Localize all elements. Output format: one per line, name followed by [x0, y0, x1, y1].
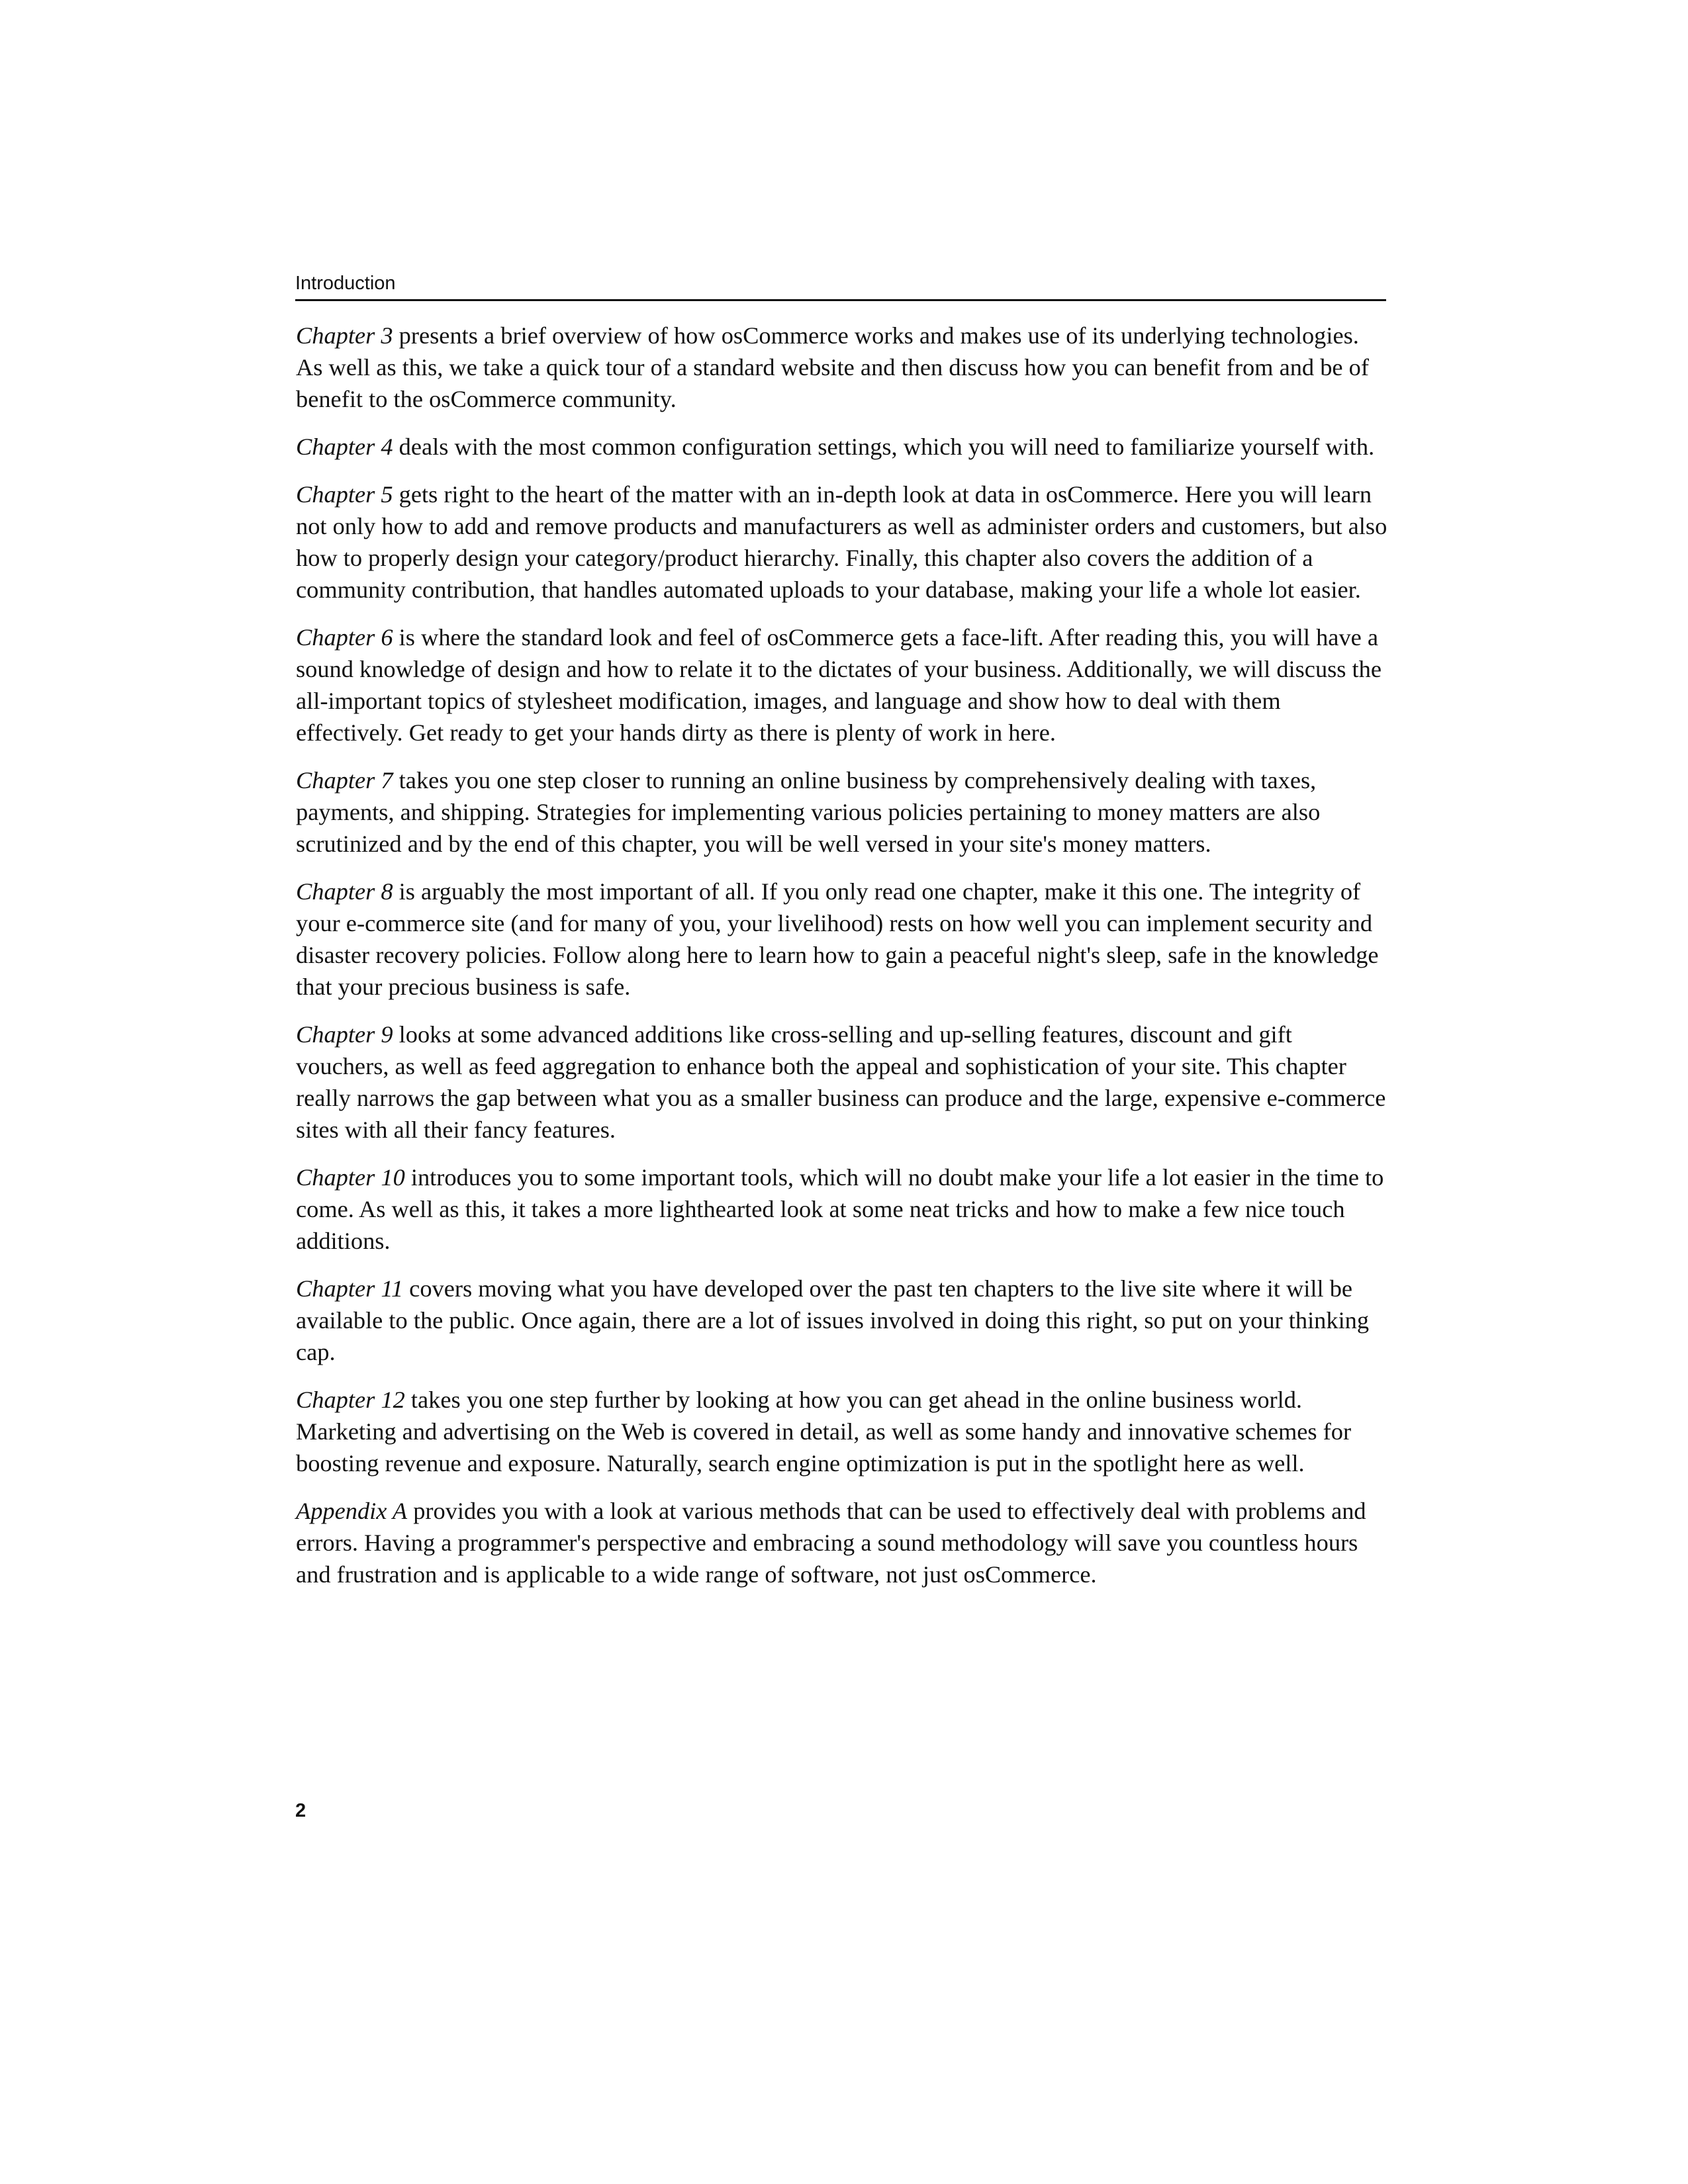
chapter-reference: Chapter 5 [296, 481, 393, 508]
chapter-reference: Chapter 4 [296, 433, 393, 460]
paragraph-chapter-5 [296, 478, 1388, 606]
paragraph-chapter-10 [296, 1161, 1388, 1257]
chapter-reference: Chapter 9 [296, 1021, 393, 1048]
paragraph-chapter-4 [296, 431, 1388, 463]
paragraph-text: takes you one step closer to running an online business by comprehensively dealing with taxes, payments, and shipping. Strategies for implementing various policies pertaining to money matters are also scrutinized and by the end of this chapter, you will be well versed in your site's money matters. [296, 767, 1321, 857]
paragraph-text: gets right to the heart of the matter with an in-depth look at data in osCommerce. Here you will learn not only how to add and remove products and manufacturers as well as administer orders and customers, but also how to properly design your category/product hierarchy. Finally, this chapter also covers the addition of a community contribution, that handles automated uploads to your database, making your life a whole lot easier. [296, 481, 1387, 603]
body-text [296, 320, 1388, 1606]
paragraph-text: takes you one step further by looking at how you can get ahead in the online business world. Marketing and advertising on the Web is covered in detail, as well as some handy and innovative schemes for boosting revenue and exposure. Naturally, search engine optimization is put in the spotlight here as well. [296, 1387, 1352, 1477]
paragraph-text: presents a brief overview of how osCommerce works and makes use of its underlying technologies. As well as this, we take a quick tour of a standard website and then discuss how you can benefit from and be of benefit to the osCommerce community. [296, 322, 1369, 412]
paragraph-text: covers moving what you have developed over the past ten chapters to the live site where it will be available to the public. Once again, there are a lot of issues involved in doing this right, so put on your thinking cap. [296, 1275, 1370, 1365]
paragraph-chapter-6 [296, 621, 1388, 749]
paragraph-text: is where the standard look and feel of osCommerce gets a face-lift. After reading this, you will have a sound knowledge of design and how to relate it to the dictates of your business. Additionally, we will discuss the all-important topics of stylesheet modification, images, and language and show how to deal with them effectively. Get ready to get your hands dirty as there is plenty of work in here. [296, 624, 1382, 746]
chapter-reference: Chapter 3 [296, 322, 393, 349]
chapter-reference: Chapter 11 [296, 1275, 404, 1302]
paragraph-appendix-a [296, 1495, 1388, 1590]
page-number: 2 [295, 1800, 306, 1821]
chapter-reference: Chapter 6 [296, 624, 393, 651]
chapter-reference: Chapter 10 [296, 1164, 405, 1191]
running-header [295, 270, 1386, 301]
paragraph-chapter-12 [296, 1384, 1388, 1479]
running-header-title: Introduction [295, 273, 396, 294]
paragraph-text: introduces you to some important tools, which will no doubt make your life a lot easier in the time to come. As well as this, it takes a more lighthearted look at some neat tricks and how to make a few nice touch additions. [296, 1164, 1384, 1254]
paragraph-chapter-11 [296, 1273, 1388, 1368]
paragraph-text: provides you with a look at various methods that can be used to effectively deal with problems and errors. Having a programmer's perspective and embracing a sound methodology will save you countless hours and frustration and is applicable to a wide range of software, not just osCommerce. [296, 1498, 1366, 1588]
chapter-reference: Chapter 8 [296, 878, 393, 905]
chapter-reference: Chapter 12 [296, 1387, 405, 1413]
paragraph-text: is arguably the most important of all. If you only read one chapter, make it this one. The integrity of your e-commerce site (and for many of you, your livelihood) rests on how well you can implement security and disaster recovery policies. Follow along here to learn how to gain a peaceful night's sleep, safe in the knowledge that your precious business is safe. [296, 878, 1379, 1000]
paragraph-text: looks at some advanced additions like cross-selling and up-selling features, discount and gift vouchers, as well as feed aggregation to enhance both the appeal and sophistication of your site. This chapter really narrows the gap between what you as a smaller business can produce and the large, expensive e-commerce sites with all their fancy features. [296, 1021, 1386, 1143]
paragraph-chapter-9 [296, 1019, 1388, 1146]
paragraph-chapter-7 [296, 764, 1388, 860]
chapter-reference: Chapter 7 [296, 767, 393, 794]
chapter-reference: Appendix A [296, 1498, 408, 1524]
paragraph-chapter-3 [296, 320, 1388, 415]
paragraph-text: deals with the most common configuration settings, which you will need to familiarize yourself with. [393, 433, 1375, 460]
paragraph-chapter-8 [296, 876, 1388, 1003]
